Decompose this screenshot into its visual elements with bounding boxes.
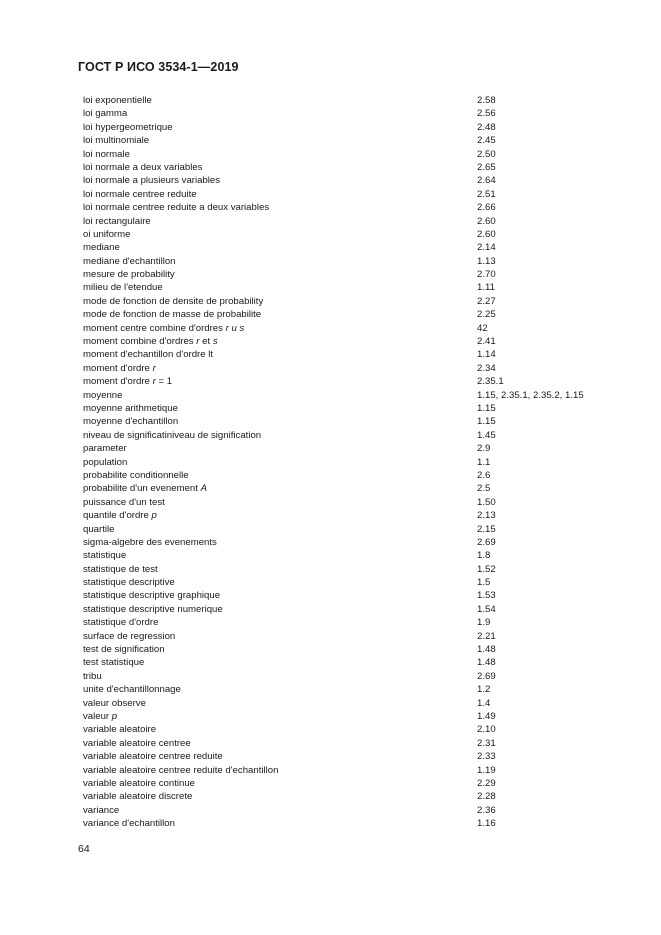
index-reference: 2.56 xyxy=(477,108,496,120)
index-term-text: parameter xyxy=(83,443,127,455)
index-term xyxy=(83,536,217,549)
index-term-text: variable aleatoire discrete xyxy=(83,791,193,803)
index-term xyxy=(83,616,158,629)
index-term-text: unite d'echantillonnage xyxy=(83,684,181,696)
index-entry xyxy=(83,268,603,281)
index-reference: 1.2 xyxy=(477,684,491,696)
index-term-text: moment combine d'ordres xyxy=(83,336,197,348)
index-term-text: variable aleatoire xyxy=(83,724,157,736)
index-reference: 2.58 xyxy=(477,95,496,106)
index-term-text: loi normale centree reduite a deux variables xyxy=(83,202,270,214)
index-reference: 1.4 xyxy=(477,697,491,709)
index-term xyxy=(83,509,157,522)
index-entry xyxy=(83,750,603,763)
index-entry xyxy=(83,523,603,536)
index-reference: 2.51 xyxy=(477,188,496,200)
index-entry xyxy=(83,710,603,723)
index-term-text: variable aleatoire centree xyxy=(83,737,191,749)
index-term-variable: r xyxy=(152,376,156,388)
index-term-text: quartile xyxy=(83,523,115,535)
index-term-text: variance d'echantillon xyxy=(83,818,175,830)
index-term-text: mode de fonction de densite de probability xyxy=(83,295,264,307)
index-term-text: moment d'echantillon d'ordre lt xyxy=(83,349,214,361)
index-term xyxy=(83,563,158,576)
index-term xyxy=(83,576,175,589)
index-term xyxy=(83,790,192,803)
index-entry xyxy=(83,174,603,187)
index-entry xyxy=(83,255,603,268)
index-reference: 2.9 xyxy=(477,443,491,455)
index-term xyxy=(83,723,156,736)
index-term-text: mesure de probability xyxy=(83,269,175,281)
index-term-variable: r xyxy=(152,362,156,374)
index-term xyxy=(83,107,127,120)
index-entry xyxy=(83,656,603,669)
index-term xyxy=(83,630,175,643)
index-term xyxy=(83,697,146,710)
index-term xyxy=(83,469,189,482)
index-entry xyxy=(83,777,603,790)
index-entry xyxy=(83,148,603,161)
index-term xyxy=(83,281,163,294)
index-entry xyxy=(83,630,603,643)
index-reference: 2.5 xyxy=(477,483,491,495)
index-term-text: mediane d'echantillon xyxy=(83,255,176,267)
index-entry xyxy=(83,335,603,348)
index-reference: 1.15 xyxy=(477,416,496,428)
index-reference: 2.25 xyxy=(477,309,496,321)
index-term-text: quantile d'ordre xyxy=(83,510,152,522)
index-entry xyxy=(83,295,603,308)
index-list xyxy=(83,94,603,830)
index-term xyxy=(83,670,102,683)
index-reference: 2.14 xyxy=(477,242,496,254)
index-term-text: moment centre combine d'ordres xyxy=(83,322,226,334)
index-entry xyxy=(83,188,603,201)
index-term xyxy=(83,523,114,536)
index-term xyxy=(83,335,218,348)
index-term xyxy=(83,737,191,750)
index-term-text: moyenne xyxy=(83,389,123,401)
index-term xyxy=(83,389,122,402)
index-entry xyxy=(83,94,603,107)
index-reference: 1.14 xyxy=(477,349,496,361)
index-entry xyxy=(83,563,603,576)
index-entry xyxy=(83,121,603,134)
index-term-text: loi gamma xyxy=(83,108,128,120)
index-term xyxy=(83,362,156,375)
index-term-variable: p xyxy=(111,710,118,722)
index-reference: 2.48 xyxy=(477,121,496,133)
index-reference: 2.33 xyxy=(477,751,496,763)
index-entry xyxy=(83,737,603,750)
index-entry xyxy=(83,697,603,710)
index-reference: 1.48 xyxy=(477,644,496,656)
index-term-variable: r xyxy=(196,336,200,348)
index-reference: 1.48 xyxy=(477,657,496,669)
index-reference: 2.29 xyxy=(477,777,496,789)
index-term-text: puissance d'un test xyxy=(83,496,165,508)
index-term xyxy=(83,228,130,241)
index-term-text: loi normale centree reduite xyxy=(83,188,197,200)
index-entry xyxy=(83,362,603,375)
index-term-text: statistique d'ordre xyxy=(83,617,159,629)
index-term xyxy=(83,402,178,415)
index-term xyxy=(83,549,126,562)
index-reference: 2.13 xyxy=(477,510,496,522)
index-entry xyxy=(83,482,603,495)
index-term-text: valeur observe xyxy=(83,697,146,709)
index-entry xyxy=(83,536,603,549)
index-entry xyxy=(83,603,603,616)
index-entry xyxy=(83,442,603,455)
index-reference: 1.19 xyxy=(477,764,496,776)
index-reference: 2.34 xyxy=(477,362,496,374)
index-term xyxy=(83,134,149,147)
index-reference: 1.45 xyxy=(477,429,496,441)
index-term-text: loi hypergeometrique xyxy=(83,121,173,133)
index-entry xyxy=(83,469,603,482)
index-term-variable: s xyxy=(212,336,218,348)
index-entry xyxy=(83,509,603,522)
index-entry xyxy=(83,817,603,830)
index-entry xyxy=(83,683,603,696)
index-term-text: statistique descriptive numerique xyxy=(83,603,223,615)
index-reference: 1.8 xyxy=(477,550,491,562)
index-term-variable: r и s xyxy=(225,322,245,334)
index-term xyxy=(83,308,261,321)
index-reference: 2.10 xyxy=(477,724,496,736)
index-term-text: mode de fonction de masse de probabilite xyxy=(83,309,262,321)
index-term xyxy=(83,201,269,214)
index-reference: 2.69 xyxy=(477,670,496,682)
index-entry xyxy=(83,402,603,415)
index-reference: 1.13 xyxy=(477,255,496,267)
index-entry xyxy=(83,308,603,321)
index-term xyxy=(83,268,175,281)
index-entry xyxy=(83,576,603,589)
index-reference: 1.15, 2.35.1, 2.35.2, 1.15 xyxy=(477,389,584,401)
index-term xyxy=(83,174,220,187)
index-entry xyxy=(83,134,603,147)
index-reference: 2.15 xyxy=(477,523,496,535)
index-entry xyxy=(83,201,603,214)
page-number: 64 xyxy=(78,843,90,855)
index-term-text: moment d'ordre xyxy=(83,362,153,374)
index-entry xyxy=(83,549,603,562)
index-term xyxy=(83,94,152,107)
index-term xyxy=(83,188,197,201)
index-term-text: oi uniforme xyxy=(83,228,131,240)
index-entry xyxy=(83,241,603,254)
index-term-text: moment d'ordre xyxy=(83,376,153,388)
index-reference: 2.21 xyxy=(477,630,496,642)
index-reference: 1.15 xyxy=(477,402,496,414)
index-reference: 1.49 xyxy=(477,710,496,722)
index-term xyxy=(83,750,223,763)
index-reference: 2.28 xyxy=(477,791,496,803)
index-term-suffix: et xyxy=(199,336,213,348)
index-term-text: variable aleatoire continue xyxy=(83,777,196,789)
index-term-text: loi normale a deux variables xyxy=(83,161,203,173)
index-term xyxy=(83,683,181,696)
index-reference: 1.11 xyxy=(477,282,495,294)
index-reference: 2.64 xyxy=(477,175,496,187)
index-term-text: loi multinomiale xyxy=(83,135,150,147)
index-entry xyxy=(83,616,603,629)
index-reference: 2.65 xyxy=(477,161,496,173)
index-term-text: statistique descriptive graphique xyxy=(83,590,221,602)
index-term xyxy=(83,255,176,268)
index-reference: 1.53 xyxy=(477,590,496,602)
index-term-text: variance xyxy=(83,804,120,816)
index-entry xyxy=(83,375,603,388)
index-term xyxy=(83,295,263,308)
index-entry xyxy=(83,790,603,803)
index-reference: 1.1 xyxy=(477,456,491,468)
index-entry xyxy=(83,496,603,509)
index-entry xyxy=(83,456,603,469)
index-term xyxy=(83,777,195,790)
index-entry xyxy=(83,764,603,777)
index-reference: 2.60 xyxy=(477,228,496,240)
index-term-text: sigma-algebre des evenements xyxy=(83,536,217,548)
index-entry xyxy=(83,723,603,736)
index-term xyxy=(83,804,119,817)
index-entry xyxy=(83,389,603,402)
index-term-text: valeur xyxy=(83,710,112,722)
index-term xyxy=(83,415,178,428)
index-entry xyxy=(83,670,603,683)
document-header: ГОСТ Р ИСО 3534-1—2019 xyxy=(78,60,239,74)
index-term xyxy=(83,322,244,335)
index-term-text: population xyxy=(83,456,128,468)
index-term-text: statistique descriptive xyxy=(83,577,175,589)
index-reference: 1.52 xyxy=(477,563,496,575)
index-entry xyxy=(83,804,603,817)
index-reference: 2.45 xyxy=(477,135,496,147)
index-term-text: variable aleatoire centree reduite xyxy=(83,751,223,763)
index-reference: 2.41 xyxy=(477,336,496,348)
index-entry xyxy=(83,643,603,656)
index-term xyxy=(83,643,165,656)
index-term xyxy=(83,161,202,174)
index-entry xyxy=(83,228,603,241)
index-term-text: statistique xyxy=(83,550,127,562)
index-term-text: moyenne arithmetique xyxy=(83,402,178,414)
index-term xyxy=(83,241,120,254)
index-term-text: loi normale a plusieurs variables xyxy=(83,175,221,187)
index-term xyxy=(83,656,144,669)
index-term xyxy=(83,764,278,777)
index-term-text: milieu de l'etendue xyxy=(83,282,163,294)
index-reference: 1.54 xyxy=(477,603,496,615)
index-term xyxy=(83,121,173,134)
index-term-variable: p xyxy=(151,510,157,522)
index-term-text: mediane xyxy=(83,242,120,254)
index-term-text: variable aleatoire centree reduite d'echantillon xyxy=(83,764,279,776)
index-reference: 1.5 xyxy=(477,577,491,589)
index-term-text: surface de regression xyxy=(83,630,176,642)
index-reference: 42 xyxy=(477,322,488,334)
index-entry xyxy=(83,322,603,335)
index-entry xyxy=(83,415,603,428)
index-term-text: loi rectangulaire xyxy=(83,215,151,227)
index-term-suffix: = 1 xyxy=(155,376,173,388)
index-reference: 2.31 xyxy=(477,737,496,749)
index-term-text: test statistique xyxy=(83,657,145,669)
index-term xyxy=(83,442,127,455)
index-reference: 1.16 xyxy=(477,818,496,830)
index-reference: 1.50 xyxy=(477,496,496,508)
index-term xyxy=(83,215,151,228)
index-term-text: loi exponentielle xyxy=(83,95,152,106)
index-term xyxy=(83,817,175,830)
index-entry xyxy=(83,281,603,294)
index-entry xyxy=(83,348,603,361)
index-reference: 2.36 xyxy=(477,804,496,816)
index-term xyxy=(83,589,220,602)
index-term-text: statistique de test xyxy=(83,563,158,575)
index-reference: 2.60 xyxy=(477,215,496,227)
index-term xyxy=(83,710,117,723)
index-entry xyxy=(83,161,603,174)
index-entry xyxy=(83,589,603,602)
index-term-text: probabilite conditionnelle xyxy=(83,469,189,481)
index-term xyxy=(83,603,223,616)
index-entry xyxy=(83,429,603,442)
index-term-text: test de signification xyxy=(83,644,165,656)
index-reference: 2.66 xyxy=(477,202,496,214)
index-reference: 2.69 xyxy=(477,536,496,548)
index-entry xyxy=(83,215,603,228)
index-term xyxy=(83,375,172,388)
index-term-variable: A xyxy=(200,483,207,495)
index-term xyxy=(83,482,207,495)
index-reference: 2.6 xyxy=(477,469,491,481)
index-term xyxy=(83,456,127,469)
index-reference: 2.70 xyxy=(477,269,496,281)
index-term xyxy=(83,348,213,361)
index-reference: 2.27 xyxy=(477,295,496,307)
index-reference: 2.35.1 xyxy=(477,376,504,388)
index-term-text: niveau de significatiniveau de signification xyxy=(83,429,262,441)
index-term-text: probabilite d'un evenement xyxy=(83,483,201,495)
index-reference: 2.50 xyxy=(477,148,496,160)
index-term xyxy=(83,148,130,161)
index-entry xyxy=(83,107,603,120)
index-reference: 1.9 xyxy=(477,617,491,629)
index-term-text: moyenne d'echantillon xyxy=(83,416,179,428)
index-term-text: loi normale xyxy=(83,148,130,160)
index-term-text: tribu xyxy=(83,670,102,682)
index-term xyxy=(83,429,261,442)
index-term xyxy=(83,496,165,509)
